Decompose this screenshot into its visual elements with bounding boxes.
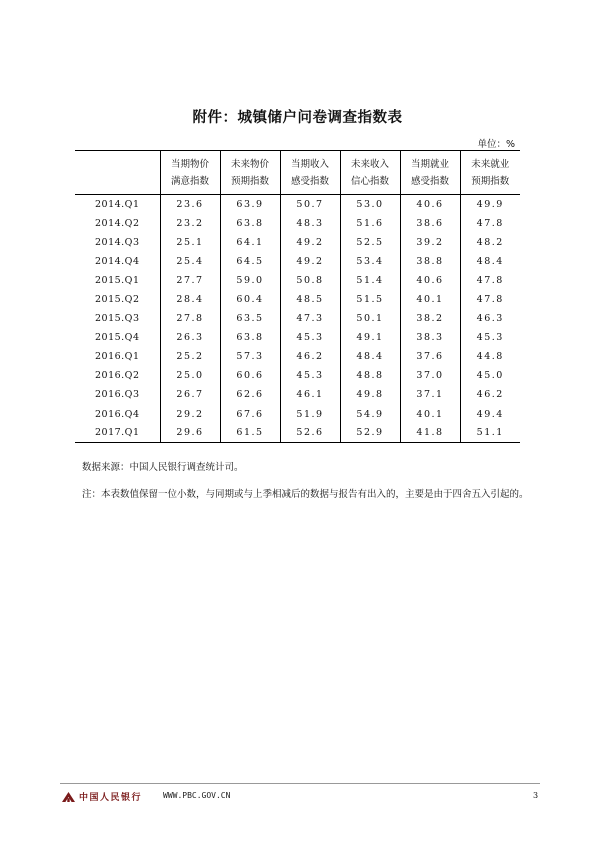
table-row — [75, 328, 520, 347]
value-cell: 46.2 — [280, 347, 340, 366]
page-title: 附件：城镇储户问卷调查指数表 — [192, 110, 403, 126]
value-cell: 26.7 — [160, 385, 220, 404]
table-body — [75, 195, 520, 443]
period-cell: 2016.Q1 — [94, 351, 140, 363]
period-cell: 2016.Q2 — [94, 370, 140, 382]
value-cell: 49.8 — [340, 385, 400, 404]
value-cell: 53.0 — [340, 195, 400, 214]
value-cell: 27.7 — [160, 271, 220, 290]
value-cell: 60.6 — [220, 366, 280, 385]
value-cell: 47.8 — [460, 271, 520, 290]
value-cell: 52.9 — [340, 424, 400, 443]
period-cell: 2015.Q4 — [94, 332, 140, 344]
value-cell: 64.5 — [220, 252, 280, 271]
value-cell: 47.8 — [460, 290, 520, 309]
table-row — [75, 385, 520, 404]
value-cell: 37.6 — [400, 347, 460, 366]
period-cell: 2014.Q3 — [94, 236, 140, 248]
value-cell: 23.2 — [160, 214, 220, 233]
value-cell: 37.1 — [400, 385, 460, 404]
value-cell: 49.2 — [280, 252, 340, 271]
column-header: 当期收入 感受指数 — [280, 151, 340, 195]
table-row — [75, 214, 520, 233]
value-cell: 40.6 — [400, 271, 460, 290]
value-cell: 48.4 — [460, 252, 520, 271]
value-cell: 52.6 — [280, 424, 340, 443]
column-header: 未来就业 预期指数 — [460, 151, 520, 195]
value-cell: 40.6 — [400, 195, 460, 214]
table-row — [75, 195, 520, 214]
value-cell: 63.5 — [220, 309, 280, 328]
table-row — [75, 424, 520, 443]
value-cell: 63.8 — [220, 328, 280, 347]
table-row — [75, 271, 520, 290]
value-cell: 38.8 — [400, 252, 460, 271]
table-row — [75, 252, 520, 271]
value-cell: 51.5 — [340, 290, 400, 309]
value-cell: 25.1 — [160, 233, 220, 252]
table-row — [75, 290, 520, 309]
value-cell: 59.0 — [220, 271, 280, 290]
value-cell: 25.4 — [160, 252, 220, 271]
period-cell: 2014.Q1 — [94, 198, 140, 210]
period-cell: 2015.Q2 — [94, 294, 140, 306]
period-cell: 2017.Q1 — [75, 424, 160, 443]
value-cell: 51.4 — [340, 271, 400, 290]
value-cell: 54.9 — [340, 405, 400, 424]
value-cell: 57.3 — [220, 347, 280, 366]
value-cell: 50.1 — [340, 309, 400, 328]
table-row — [75, 366, 520, 385]
value-cell: 25.0 — [160, 366, 220, 385]
value-cell: 48.4 — [340, 347, 400, 366]
table-row — [75, 233, 520, 252]
value-cell: 46.2 — [460, 385, 520, 404]
value-cell: 45.0 — [460, 366, 520, 385]
value-cell: 49.4 — [460, 405, 520, 424]
value-cell: 28.4 — [160, 290, 220, 309]
value-cell: 47.3 — [280, 309, 340, 328]
value-cell: 23.6 — [160, 195, 220, 214]
value-cell: 48.8 — [340, 366, 400, 385]
value-cell: 61.5 — [220, 424, 280, 443]
value-cell: 47.8 — [460, 214, 520, 233]
value-cell: 48.3 — [280, 214, 340, 233]
page-number: 3 — [533, 791, 539, 800]
value-cell: 39.2 — [400, 233, 460, 252]
value-cell: 51.9 — [280, 405, 340, 424]
unit-label: 单位：% — [477, 139, 515, 150]
footer-logo — [62, 790, 142, 803]
value-cell: 51.1 — [460, 424, 520, 443]
pbc-logo-icon — [62, 792, 75, 802]
value-cell: 53.4 — [340, 252, 400, 271]
value-cell: 44.8 — [460, 347, 520, 366]
period-cell: 2014.Q2 — [94, 217, 140, 229]
value-cell: 48.2 — [460, 233, 520, 252]
value-cell: 50.8 — [280, 271, 340, 290]
value-cell: 49.9 — [460, 195, 520, 214]
value-cell: 60.4 — [220, 290, 280, 309]
value-cell: 46.3 — [460, 309, 520, 328]
period-cell: 2016.Q3 — [94, 389, 140, 401]
source-note: 数据来源：中国人民银行调查统计司。 — [82, 462, 244, 473]
remark-note: 注：本表数值保留一位小数，与同期或与上季相减后的数据与报告有出入的，主要是由于四舍五入引起的。 — [82, 489, 529, 500]
value-cell: 63.9 — [220, 195, 280, 214]
column-header: 当期物价 满意指数 — [160, 151, 220, 195]
table-header-row — [75, 151, 520, 195]
value-cell: 37.0 — [400, 366, 460, 385]
value-cell: 45.3 — [280, 366, 340, 385]
value-cell: 29.6 — [160, 424, 220, 443]
column-header — [75, 151, 160, 195]
value-cell: 49.1 — [340, 328, 400, 347]
period-cell: 2015.Q1 — [94, 274, 140, 286]
value-cell: 52.5 — [340, 233, 400, 252]
table-row — [75, 347, 520, 366]
value-cell: 40.1 — [400, 290, 460, 309]
footer-divider — [60, 783, 540, 784]
value-cell: 40.1 — [400, 405, 460, 424]
column-header: 未来物价 预期指数 — [220, 151, 280, 195]
website-link[interactable]: WWW.PBC.GOV.CN — [163, 791, 231, 800]
value-cell: 51.6 — [340, 214, 400, 233]
period-cell: 2015.Q3 — [94, 313, 140, 325]
value-cell: 46.1 — [280, 385, 340, 404]
value-cell: 25.2 — [160, 347, 220, 366]
value-cell: 50.7 — [280, 195, 340, 214]
value-cell: 45.3 — [280, 328, 340, 347]
period-cell: 2014.Q4 — [94, 255, 140, 267]
value-cell: 48.5 — [280, 290, 340, 309]
value-cell: 38.2 — [400, 309, 460, 328]
value-cell: 49.2 — [280, 233, 340, 252]
value-cell: 63.8 — [220, 214, 280, 233]
period-cell: 2016.Q4 — [94, 408, 140, 420]
value-cell: 41.8 — [400, 424, 460, 443]
value-cell: 26.3 — [160, 328, 220, 347]
value-cell: 64.1 — [220, 233, 280, 252]
table-row — [75, 405, 520, 424]
value-cell: 38.6 — [400, 214, 460, 233]
value-cell: 62.6 — [220, 385, 280, 404]
logo-text: 中国人民银行 — [79, 793, 143, 803]
value-cell: 27.8 — [160, 309, 220, 328]
value-cell: 67.6 — [220, 405, 280, 424]
value-cell: 29.2 — [160, 405, 220, 424]
column-header: 当期就业 感受指数 — [400, 151, 460, 195]
table-row — [75, 309, 520, 328]
index-table — [75, 150, 520, 443]
value-cell: 38.3 — [400, 328, 460, 347]
value-cell: 45.3 — [460, 328, 520, 347]
column-header: 未来收入 信心指数 — [340, 151, 400, 195]
